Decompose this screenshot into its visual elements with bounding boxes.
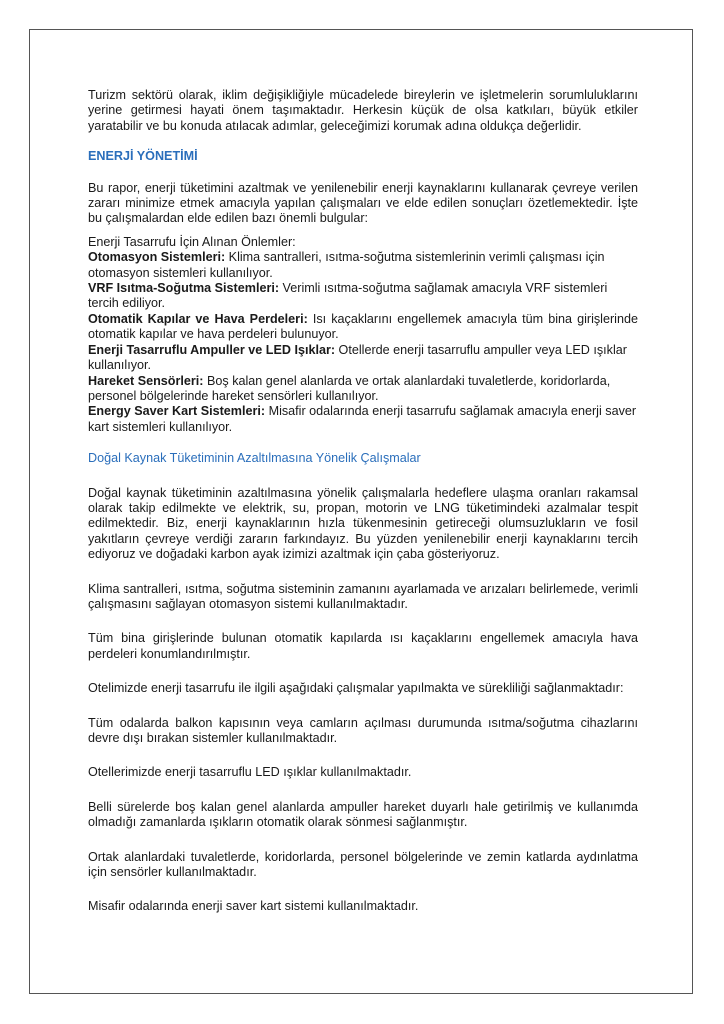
list-item-term: Hareket Sensörleri: xyxy=(88,373,204,388)
body-paragraph: Tüm odalarda balkon kapısının veya camların açılması durumunda ısıtma/soğutma cihazlarını devre dışı bırakan sistemler kullanılmaktadır. xyxy=(88,715,638,745)
intro-paragraph: Turizm sektörü olarak, iklim değişikliğiyle mücadelede bireylerin ve işletmelerin sorumluluklarını yerine getirmesi hayati önem taşımaktadır. Herkesin küçük de olsa katkıları, büyük etkiler yaratabilir ve bu konuda atılacak adımlar, geleceğimizi korumak adına oldukça değerlidir. xyxy=(88,88,638,133)
body-paragraph: Ortak alanlardaki tuvaletlerde, koridorlarda, personel bölgelerinde ve zemin katlarda aydınlatma için sensörler kullanılmaktadır. xyxy=(88,849,638,880)
list-item xyxy=(88,404,638,435)
list-item xyxy=(88,312,638,343)
list-item-text: Otellerde enerji tasarruflu ampuller veya LED ışıklar kullanılıyor. xyxy=(88,342,627,373)
body-paragraph: Doğal kaynak tüketiminin azaltılmasına yönelik çalışmalarla hedeflere ulaşma oranları rakamsal olarak takip edilmekte ve elektrik, su, propan, motorin ve LNG tüketimindeki azalmalar tespit edilmektedir. Biz, enerji kaynaklarının hızla tükenmesinin getireceği olumsuzlukların ve fosil yakıtların çevreye verdiği zararın farkındayız. Bu yüzden yenilenebilir enerji kaynaklarını tercih ediyoruz ve doğadaki karbon ayak izimizi azaltmak için çaba gösteriyoruz. xyxy=(88,485,638,562)
list-item-term: VRF Isıtma-Soğutma Sistemleri: xyxy=(88,281,280,296)
list-item xyxy=(88,250,638,281)
section-heading-natural-resources: Doğal Kaynak Tüketiminin Azaltılmasına Yönelik Çalışmalar xyxy=(88,451,421,466)
list-item-text: Klima santralleri, ısıtma-soğutma sistemlerinin verimli çalışması için otomasyon sistemleri kullanılıyor. xyxy=(88,250,605,280)
list-item-term: Otomatik Kapılar ve Hava Perdeleri: xyxy=(88,311,308,326)
body-paragraph: Otelimizde enerji tasarrufu ile ilgili aşağıdaki çalışmalar yapılmakta ve sürekliliği sağlanmaktadır: xyxy=(88,681,624,696)
body-paragraph: Belli sürelerde boş kalan genel alanlarda ampuller hareket duyarlı hale getirilmiş ve kullanımda olmadığı zamanlarda ışıkların otomatik olarak sönmesi sağlanmıştır. xyxy=(88,799,638,830)
list-item xyxy=(88,374,638,405)
list-item-term: Energy Saver Kart Sistemleri: xyxy=(88,404,266,419)
section-heading-energy-management: ENERJİ YÖNETİMİ xyxy=(88,149,198,164)
document-body xyxy=(88,88,638,915)
list-item-text: Misafir odalarında enerji tasarrufu sağlamak amacıyla enerji saver kart sistemleri kullanılıyor. xyxy=(88,404,637,434)
list-item xyxy=(88,343,638,374)
energy-measures-list xyxy=(88,235,638,435)
list-item-text: Isı kaçaklarını engellemek amacıyla tüm bina girişlerinde otomatik kapılar ve hava perdeleri bulunuyor. xyxy=(88,311,638,342)
body-paragraph: Tüm bina girişlerinde bulunan otomatik kapılarda ısı kaçaklarını engellemek amacıyla hava perdeleri konumlandırılmıştır. xyxy=(88,631,638,661)
body-paragraph: Klima santralleri, ısıtma, soğutma sisteminin zamanını ayarlamada ve arızaları belirlemede, verimli çalışmasını sağlayan otomasyon sistemi kullanılmaktadır. xyxy=(88,581,638,611)
body-paragraph: Otellerimizde enerji tasarruflu LED ışıklar kullanılmaktadır. xyxy=(88,765,412,780)
measures-list-intro: Enerji Tasarrufu İçin Alınan Önlemler: xyxy=(88,234,296,249)
list-item-term: Otomasyon Sistemleri: xyxy=(88,250,226,265)
list-item-term: Enerji Tasarruflu Ampuller ve LED Işıklar: xyxy=(88,342,336,357)
list-item xyxy=(88,281,638,312)
body-paragraph: Misafir odalarında enerji saver kart sistemi kullanılmaktadır. xyxy=(88,899,419,914)
energy-report-paragraph: Bu rapor, enerji tüketimini azaltmak ve yenilenebilir enerji kaynaklarını kullanarak çevreye verilen zararı minimize etmek amacıyla yapılan çalışmaları ve elde edilen sonuçları özetlemektedir. İşte bu çalışmalardan elde edilen bazı önemli bulgular: xyxy=(88,180,638,226)
list-item-text: Verimli ısıtma-soğutma sağlamak amacıyla VRF sistemleri tercih ediliyor. xyxy=(88,281,608,311)
list-item-text: Boş kalan genel alanlarda ve ortak alanlardaki tuvaletlerde, koridorlarda, personel bölgelerinde hareket sensörleri kullanılıyor. xyxy=(88,373,611,403)
